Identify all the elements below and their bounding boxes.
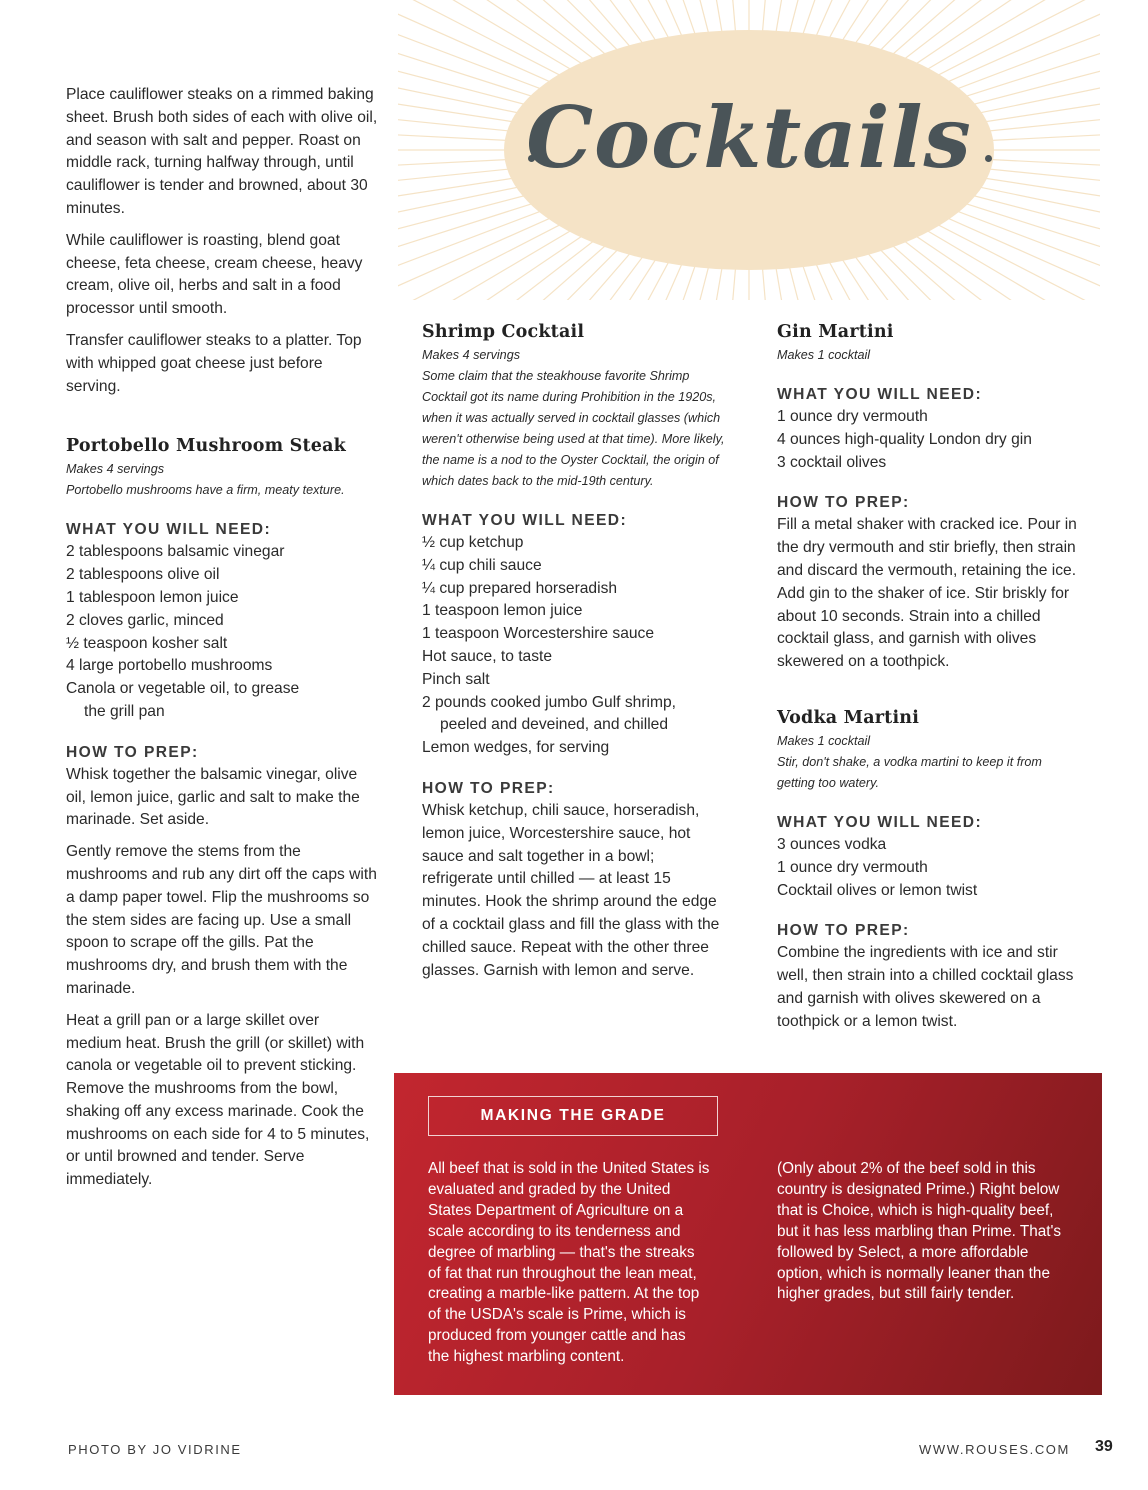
grade-text-left: All beef that is sold in the United States is evaluated and graded by the United States Department of Agriculture on a scale according to its tenderness and degree of marbling — that's the streaks of fat that run throughout the lean meat, creating a marble-like pattern. At the top of the USDA's scale is Prime, which is produced from younger cattle and has the highest marbling content. xyxy=(428,1160,710,1366)
grade-heading: MAKING THE GRADE xyxy=(428,1096,718,1136)
vodka-servings: Makes 1 cocktail xyxy=(777,733,871,748)
shrimp-recipe xyxy=(422,322,727,982)
ingredient: ½ teaspoon kosher salt xyxy=(66,634,228,652)
shrimp-need-heading: WHAT YOU WILL NEED: xyxy=(422,512,628,529)
ingredient: ¼ cup chili sauce xyxy=(422,556,542,574)
step: Heat a grill pan or a large skillet over medium heat. Brush the grill (or skillet) with canola or vegetable oil to prevent sticking. Remove the mushrooms from the bowl, shaking off any excess marinade. Cook the mushrooms on each side for 4 to 5 minutes, or until browned and tender. Serve immediately. xyxy=(66,1011,370,1189)
left-column xyxy=(66,84,378,1201)
page-number: 39 xyxy=(1095,1438,1113,1455)
vodka-ingredients xyxy=(777,834,1083,902)
portobello-ingredients xyxy=(66,541,378,723)
step: Gently remove the stems from the mushrooms and rub any dirt off the caps with a damp paper towel. Flip the mushrooms so the stem sides are facing up. Use a small spoon to scrape off the gills. Pat the mushrooms dry, and brush them with the marinade. xyxy=(66,843,377,997)
ingredient: 2 tablespoons olive oil xyxy=(66,566,220,584)
ingredient: 2 tablespoons balsamic vinegar xyxy=(66,543,285,561)
portobello-title: Portobello Mushroom Steak xyxy=(66,436,346,457)
shrimp-prep-heading: HOW TO PREP: xyxy=(422,779,555,797)
gin-recipe xyxy=(777,322,1083,674)
ingredient: Canola or vegetable oil, to grease xyxy=(66,680,300,698)
vodka-need-heading: WHAT YOU WILL NEED: xyxy=(777,813,983,831)
step: Whisk together the balsamic vinegar, olive oil, lemon juice, garlic and salt to make the marinade. Set aside. xyxy=(66,765,360,829)
cauliflower-step: Place cauliflower steaks on a rimmed baking sheet. Brush both sides of each with olive oil, and season with salt and pepper. Roast on middle rack, turning halfway through, until cauliflower is tender and browned, about 30 minutes. xyxy=(66,86,378,217)
ingredient: 4 ounces high-quality London dry gin xyxy=(777,430,1032,448)
page-title: Cocktails xyxy=(526,88,972,187)
vodka-note: Stir, don't shake, a vodka martini to keep it from getting too watery. xyxy=(777,754,1042,790)
making-the-grade-box xyxy=(394,1073,1102,1395)
ingredient: the grill pan xyxy=(84,702,165,720)
step: Whisk ketchup, chili sauce, horseradish, lemon juice, Worcestershire sauce, hot sauce and salt together in a bowl; refrigerate until chilled — at least 15 minutes. Hook the shrimp around the edge of a cocktail glass and fill the glass with the chilled sauce. Repeat with the other three glasses. Garnish with lemon and serve. xyxy=(422,801,720,979)
website-link[interactable]: WWW.ROUSES.COM xyxy=(919,1442,1070,1457)
portobello-note: Portobello mushrooms have a firm, meaty texture. xyxy=(66,483,345,498)
grade-text-right: (Only about 2% of the beef sold in this country is designated Prime.) Right below that is Choice, which is high-quality beef, but it has less marbling than Prime. That's followed by Select, a more affordable option, which is normally leaner than the higher grades, but still fairly tender. xyxy=(777,1160,1062,1303)
step: Combine the ingredients with ice and stir well, then strain into a chilled cocktail glass and garnish with olives skewered on a toothpick or a lemon twist. xyxy=(777,944,1074,1030)
shrimp-title: Shrimp Cocktail xyxy=(422,322,585,342)
shrimp-servings: Makes 4 servings xyxy=(422,348,520,362)
ingredient: Hot sauce, to taste xyxy=(422,647,553,665)
cauliflower-step: While cauliflower is roasting, blend goat cheese, feta cheese, cream cheese, heavy cream, olive oil, herbs and salt in a food processor until smooth. xyxy=(66,231,363,318)
vodka-prep-heading: HOW TO PREP: xyxy=(777,922,910,940)
gin-title: Gin Martini xyxy=(777,322,894,342)
ingredient: 3 cocktail olives xyxy=(777,453,887,471)
ingredient: 1 ounce dry vermouth xyxy=(777,408,928,425)
portobello-servings: Makes 4 servings xyxy=(66,462,164,477)
ingredient: 2 pounds cooked jumbo Gulf shrimp, xyxy=(422,693,676,711)
right-column xyxy=(777,322,1083,1043)
ingredient: ½ cup ketchup xyxy=(422,534,524,551)
cauliflower-steps xyxy=(66,84,378,398)
portobello-steps xyxy=(66,764,378,1192)
portobello-need-heading: WHAT YOU WILL NEED: xyxy=(66,521,272,539)
ingredient: 3 ounces vodka xyxy=(777,835,887,853)
cauliflower-step: Transfer cauliflower steaks to a platter. Top with whipped goat cheese just before serving. xyxy=(66,331,362,395)
gin-need-heading: WHAT YOU WILL NEED: xyxy=(777,386,983,403)
shrimp-steps xyxy=(422,800,727,982)
ingredient: peeled and deveined, and chilled xyxy=(440,716,669,734)
shrimp-ingredients xyxy=(422,532,727,760)
vodka-steps xyxy=(777,942,1083,1033)
title-dot-right xyxy=(985,155,992,162)
ingredient: 1 tablespoon lemon juice xyxy=(66,588,239,606)
gin-servings: Makes 1 cocktail xyxy=(777,348,871,362)
gin-steps xyxy=(777,514,1083,674)
photo-credit: PHOTO BY JO VIDRINE xyxy=(68,1442,242,1457)
gin-prep-heading: HOW TO PREP: xyxy=(777,494,910,512)
vodka-title: Vodka Martini xyxy=(777,707,920,728)
ingredient: ¼ cup prepared horseradish xyxy=(422,579,618,597)
ingredient: 1 teaspoon lemon juice xyxy=(422,602,583,620)
ingredient: Lemon wedges, for serving xyxy=(422,739,610,757)
ingredient: 1 ounce dry vermouth xyxy=(777,858,928,876)
ingredient: 4 large portobello mushrooms xyxy=(66,657,273,675)
ingredient: 2 cloves garlic, minced xyxy=(66,611,224,629)
portobello-recipe xyxy=(66,436,378,1192)
middle-column xyxy=(422,322,727,991)
portobello-prep-heading: HOW TO PREP: xyxy=(66,743,199,761)
shrimp-note: Some claim that the steakhouse favorite Shrimp Cocktail got its name during Prohibition in the 1920s, when it was actually served in cocktail glasses (which weren't otherwise being used at that time). More likely, the name is a nod to the Oyster Cocktail, the origin of which dates back to the mid-19th century. xyxy=(422,369,725,488)
ingredient: Cocktail olives or lemon twist xyxy=(777,881,978,899)
ingredient: 1 teaspoon Worcestershire sauce xyxy=(422,625,655,643)
ingredient: Pinch salt xyxy=(422,670,490,688)
vodka-recipe xyxy=(777,708,1083,1034)
step: Fill a metal shaker with cracked ice. Pour in the dry vermouth and stir briefly, then strain and discard the vermouth, retaining the ice. Add gin to the shaker of ice. Stir briskly for about 10 seconds. Strain into a chilled cocktail glass, and garnish with olives skewered on a toothpick. xyxy=(777,516,1077,671)
gin-ingredients xyxy=(777,406,1083,474)
